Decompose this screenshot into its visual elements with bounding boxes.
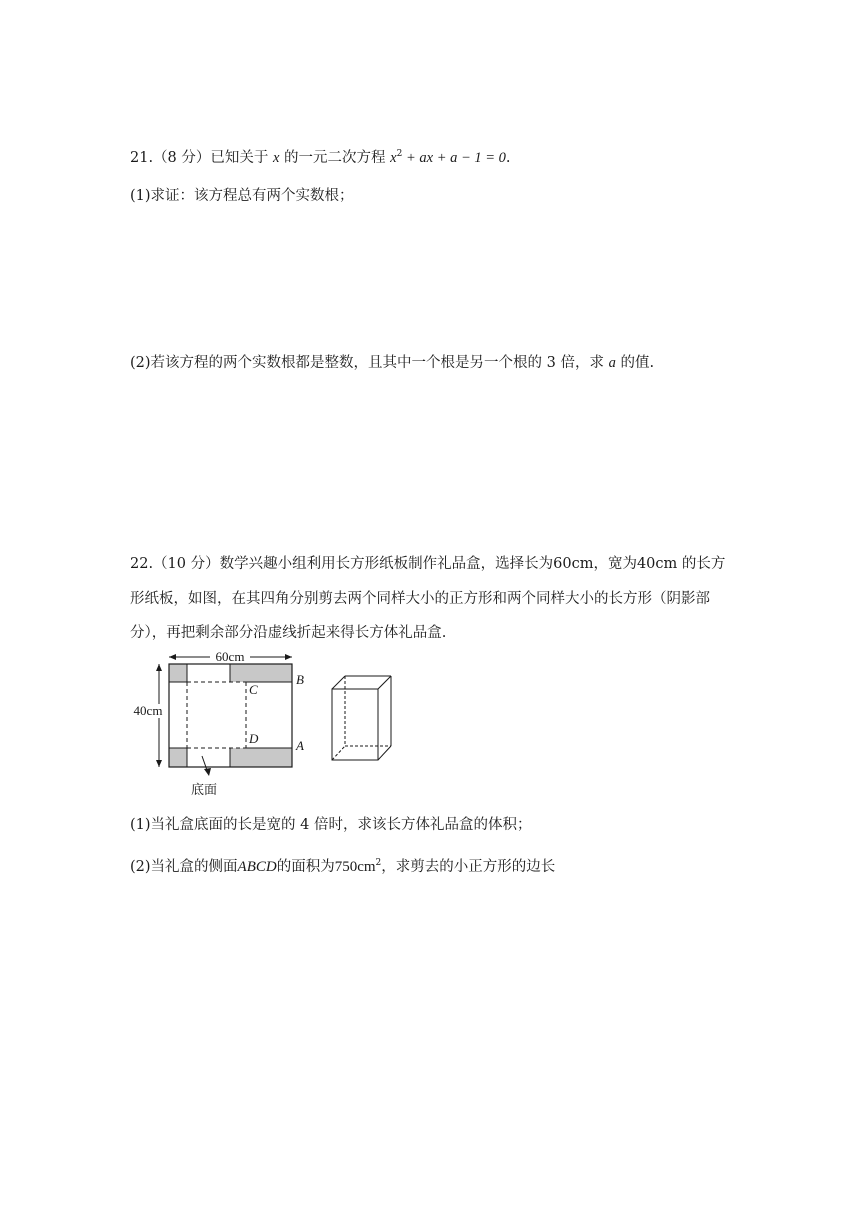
q21-eq-exponent: 2 <box>396 149 403 159</box>
shade-bottom-left <box>169 748 187 767</box>
q22-part1: (1)当礼盒底面的长是宽的 4 倍时，求该长方体礼品盒的体积； <box>130 817 532 833</box>
height-label: 40cm <box>133 703 163 718</box>
base-label: 底面 <box>190 783 218 798</box>
q21-part2-text: (2)若该方程的两个实数根都是整数，且其中一个根是另一个根的 3 倍，求 <box>130 355 609 371</box>
q22-line3: 分），再把剩余部分沿虚线折起来得长方体礼品盒. <box>130 625 447 641</box>
point-c-label: C <box>249 682 258 697</box>
q21-part2-end: 的值. <box>615 355 655 371</box>
q22-part2 <box>130 855 555 876</box>
width-arrow-right <box>285 654 292 660</box>
height-arrow-top <box>156 664 162 671</box>
q22-part2-abcd: ABCD <box>237 859 277 875</box>
q21-part2-var: a <box>608 355 616 371</box>
q22-part2-mid: 的面积为 <box>276 859 335 875</box>
q22-line2: 形纸板，如图，在其四角分别剪去两个同样大小的正方形和两个同样大小的长方形（阴影部 <box>130 591 710 607</box>
box-front-face <box>332 689 378 760</box>
q22-part2-text: (2)当礼盒的侧面 <box>130 859 238 875</box>
shade-top-right <box>230 664 292 682</box>
q22-part2-value: 750cm <box>334 859 376 875</box>
q21-eq-x: x <box>390 150 397 166</box>
base-pointer-arrow <box>204 768 211 776</box>
width-arrow-left <box>169 654 176 660</box>
q22-part2-exponent: 2 <box>375 858 382 868</box>
q21-end: . <box>505 150 511 166</box>
q22-line1: 22.（10 分）数学兴趣小组利用长方形纸板制作礼品盒，选择长为60cm，宽为40cm 的长方 <box>130 556 726 572</box>
point-b-label: B <box>296 672 304 687</box>
box-figure <box>128 648 408 800</box>
box-top-right-edge <box>378 676 391 689</box>
point-d-label: D <box>249 731 259 746</box>
point-a-label: A <box>296 738 304 753</box>
q21-lead: 21.（8 分）已知关于 <box>130 150 274 166</box>
q21-mid: 的一元二次方程 <box>279 150 391 166</box>
shade-bottom-right <box>230 748 292 767</box>
q21-part2 <box>130 351 654 372</box>
q21-part1: (1)求证：该方程总有两个实数根； <box>130 188 354 204</box>
box-top-left-edge <box>332 676 345 689</box>
width-label: 60cm <box>215 649 245 664</box>
box-bottom-right-edge <box>378 746 391 760</box>
box-hidden-diagonal <box>332 746 345 760</box>
q21-eq-rest: + ax + a − 1 = 0 <box>402 150 506 166</box>
q22-part2-end: ，求剪去的小正方形的边长 <box>381 859 556 875</box>
q21-stem <box>130 146 511 167</box>
height-arrow-bottom <box>156 760 162 767</box>
shade-top-left <box>169 664 187 682</box>
q21-var-x: x <box>273 150 280 166</box>
box-3d <box>332 676 391 760</box>
